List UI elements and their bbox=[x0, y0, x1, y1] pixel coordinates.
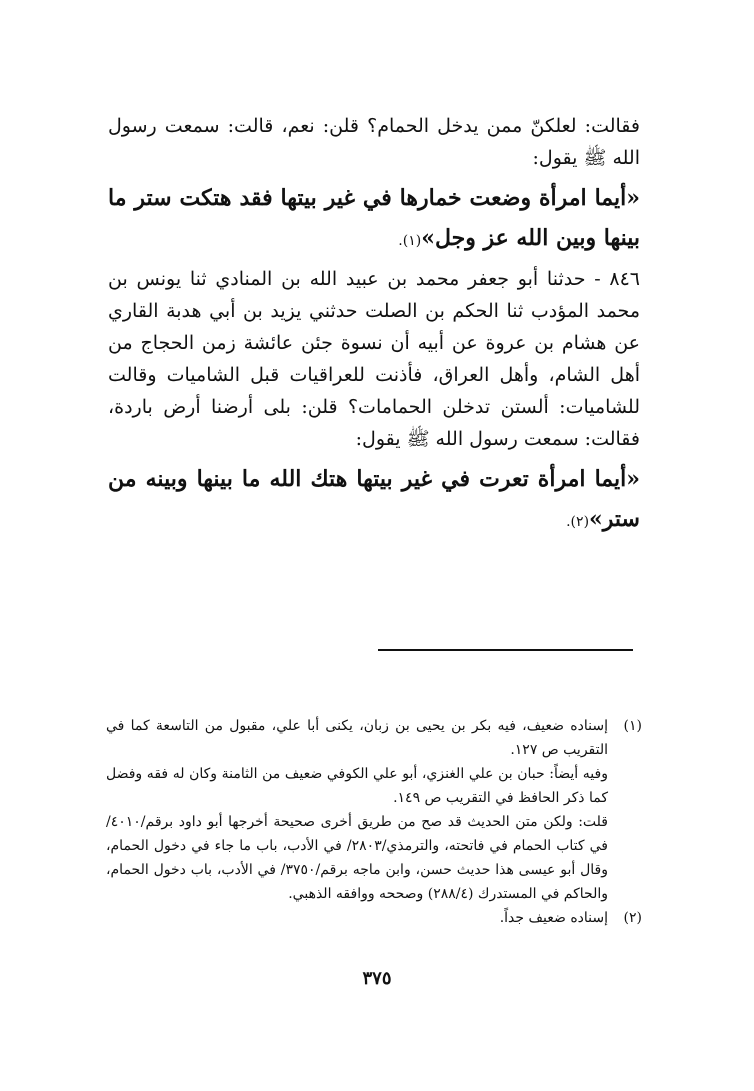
hadith-quote-2 bbox=[108, 459, 640, 542]
footnote-1 bbox=[106, 714, 642, 906]
footnote-line: وفيه أيضاً: حبان بن علي الغنزي، أبو علي الكوفي ضعيف من الثامنة وكان له فقه وفضل كما ذكر الحافظ في التقريب ص ١٤٩. bbox=[106, 766, 608, 806]
footnote-body bbox=[106, 714, 608, 906]
footnote-line: إسناده ضعيف، فيه بكر بن يحيى بن زبان، يكنى أبا علي، مقبول من التاسعة كما في التقريب ص ١٢٧. bbox=[106, 718, 608, 758]
paragraph-hadith-846: ٨٤٦ - حدثنا أبو جعفر محمد بن عبيد الله بن المنادي ثنا يونس بن محمد المؤدب ثنا الحكم بن الصلت حدثني يزيد بن أبي هدبة القاري عن هشام بن عروة عن أبيه أن نسوة جئن عائشة زمن الحجاج من أهل الشام، وأهل العراق، فأذنت للعراقيات قبل الشاميات وقالت للشاميات: ألستن تدخلن الحمامات؟ قلن: بلى أرضنا أرض باردة، فقالت: سمعت رسول الله ﷺ يقول: bbox=[108, 268, 640, 450]
footnote-body bbox=[106, 906, 608, 930]
footnote-ref-2: (٢). bbox=[566, 514, 590, 530]
hadith-quote-1 bbox=[108, 178, 640, 261]
footnotes bbox=[106, 714, 642, 930]
footnote-divider bbox=[378, 649, 633, 651]
paragraph-intro: فقالت: لعلكنّ ممن يدخل الحمام؟ قلن: نعم، قالت: سمعت رسول الله ﷺ يقول: bbox=[108, 115, 640, 169]
footnote-line: إسناده ضعيف جداً. bbox=[499, 910, 608, 926]
footnote-number: (١) bbox=[623, 718, 642, 734]
footnote-2 bbox=[106, 906, 642, 930]
footnote-number: (٢) bbox=[623, 910, 642, 926]
footnote-line: قلت: ولكن متن الحديث قد صح من طريق أخرى صحيحة أخرجها أبو داود برقم/٤٠١٠/ في كتاب الحمام في فاتحته، والترمذي/٢٨٠٣/ في الأدب، باب ما جاء في دخول الحمام، وقال أبو عيسى هذا حديث حسن، وابن ماجه برقم/٣٧٥٠/ في الأدب، باب دخول الحمام، والحاكم في المستدرك (٢٨٨/٤) وصححه ووافقه الذهبي. bbox=[106, 814, 608, 902]
page-number: ٣٧٥ bbox=[362, 968, 392, 989]
hadith-quote-1-text: «أيما امرأة وضعت خمارها في غير بيتها فقد هتكت ستر ما بينها وبين الله عز وجل» bbox=[108, 185, 640, 251]
main-text bbox=[108, 110, 640, 544]
hadith-quote-2-text: «أيما امرأة تعرت في غير بيتها هتك الله ما بينها وبينه من ستر» bbox=[108, 466, 640, 532]
footnote-ref-1: (١). bbox=[398, 233, 422, 249]
